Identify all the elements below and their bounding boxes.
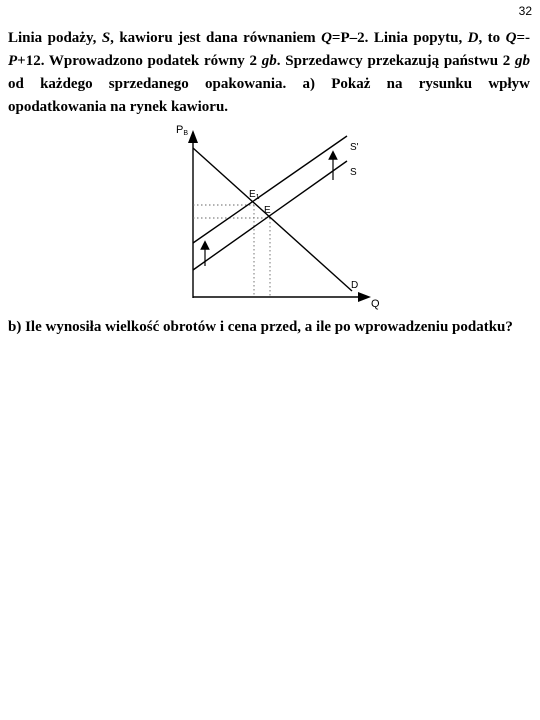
question-a-segment: +12. Wprowadzono podatek równy 2 [17, 53, 262, 69]
x-axis-label: Q [371, 298, 380, 310]
x-axis-arrow-icon [358, 292, 371, 302]
demand-label: D [351, 280, 359, 291]
question-a-segment: Linia podaży, [8, 30, 102, 46]
y-axis-arrow-icon [188, 130, 198, 143]
question-a-segment: od każdego sprzedanego opakowania. a) Pokaż na rysunku wpływ opodatkowania na rynek kawioru. [8, 53, 534, 115]
question-a-segment: S [101, 30, 111, 46]
question-a-segment: gb [261, 53, 277, 69]
equilibrium-new-label: $E_1$ [249, 189, 260, 201]
page-number: 32 [518, 4, 532, 18]
question-b-text: b) Ile wynosiła wielkość obrotów i cena przed, a ile po wprowadzeniu podatku? [8, 319, 513, 335]
y-axis-label: PB [176, 124, 189, 137]
question-a-segment: =- [516, 30, 530, 46]
supply-label: S [350, 167, 357, 178]
question-a-segment: gb [515, 53, 530, 69]
question-a-segment: D [467, 30, 479, 46]
question-a-segment: , to [478, 30, 506, 46]
supply-shifted-label: S' [350, 142, 359, 153]
question-a-segment: . Sprzedawcy przekazują państwu 2 [276, 53, 515, 69]
equilibrium-label: E [264, 205, 271, 216]
demand-curve [193, 148, 352, 291]
question-a-segment: Q [321, 30, 332, 46]
question-a-segment: Q [505, 30, 517, 46]
question-a-segment: P [8, 53, 18, 69]
question-a-segment: =P–2. Linia popytu, [331, 30, 468, 46]
question-a-segment: , kawioru jest dana równaniem [110, 30, 322, 46]
